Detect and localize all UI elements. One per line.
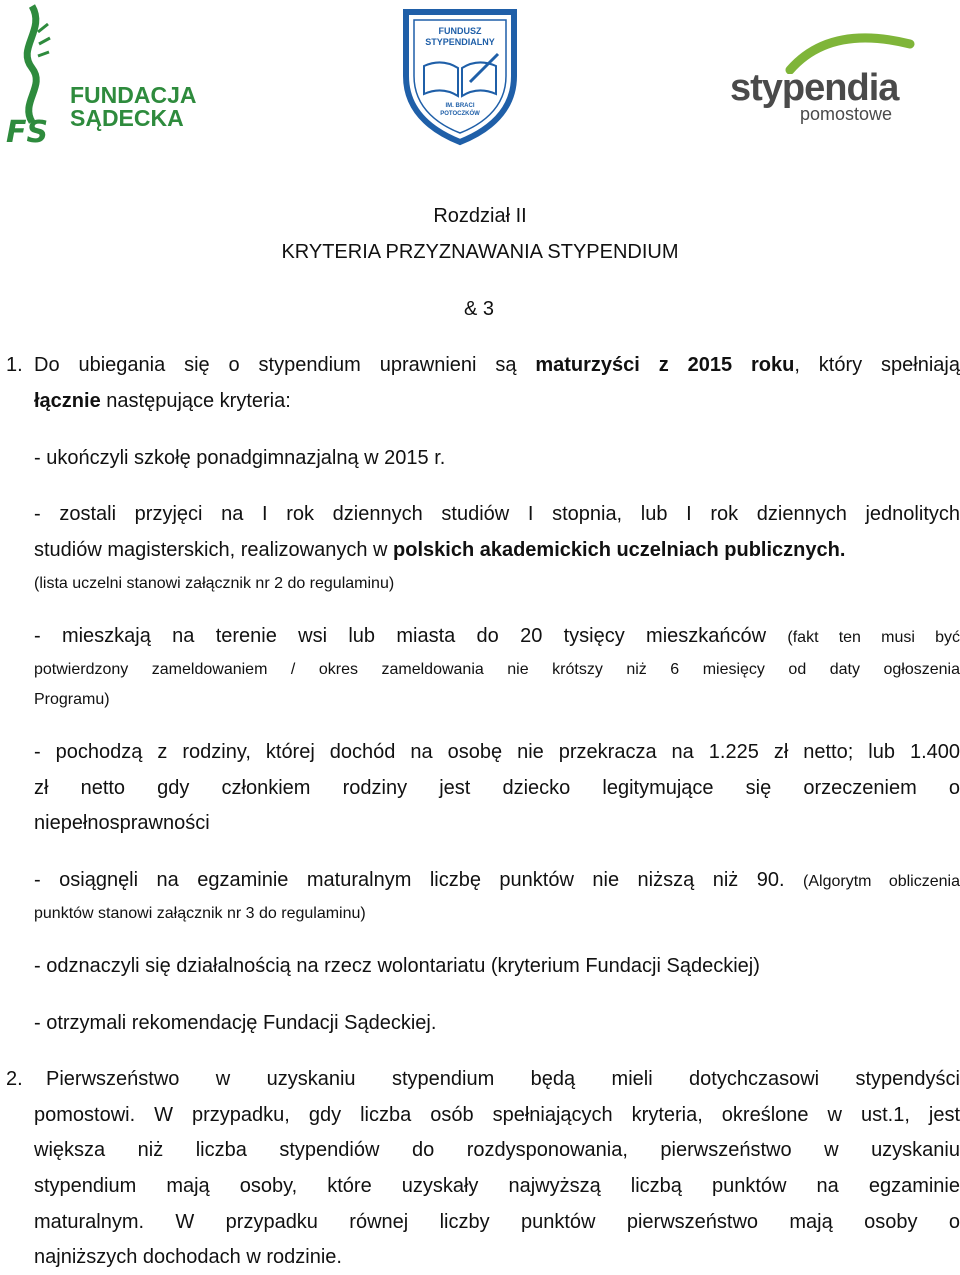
stypendia-word: stypendia <box>730 67 899 109</box>
criterion-residence-line-1 <box>34 619 960 655</box>
point-1-line-1 <box>34 348 960 383</box>
criterion-residence-line-3: Programu) <box>34 691 110 708</box>
stypendia-pomostowe-logo <box>720 30 920 130</box>
pomostowe-word: pomostowe <box>800 104 893 124</box>
point-2-line-1: Pierwszeństwo w uzyskaniu stypendium będą mieli dotychczasowi stypendyści <box>46 1068 960 1090</box>
svg-text:FS: FS <box>6 115 49 148</box>
criterion-studies-bold: polskich akademickich uczelniach publicznych. <box>393 539 846 561</box>
fundacja-sadecka-logo <box>2 2 202 150</box>
point-2-number: 2. <box>6 1068 23 1090</box>
point-1-bold-maturzysci: maturzyści z 2015 roku <box>535 354 795 376</box>
point-1-text-a: Do ubiegania się o stypendium uprawnieni są <box>34 354 517 376</box>
fundusz-subtitle <box>422 102 498 118</box>
potoczkow-line: POTOCZKÓW <box>440 111 480 117</box>
point-1-text-e: następujące kryteria: <box>106 390 291 412</box>
fundusz-line: FUNDUSZ <box>438 26 482 36</box>
stypendialny-line: STYPENDIALNY <box>425 37 495 47</box>
fundacja-sadecka-emblem <box>2 2 68 148</box>
criterion-exam-text: - osiągnęli na egzaminie maturalnym liczbę punktów nie niższą niż 90. <box>34 869 785 891</box>
point-2-line-3: większa niż liczba stypendiów do rozdysponowania, pierwszeństwo w uzyskaniu <box>34 1139 960 1161</box>
chapter-subtitle: KRYTERIA PRZYZNAWANIA STYPENDIUM <box>281 241 679 263</box>
fundacja-sadecka-wordmark <box>70 84 197 130</box>
point-2-line-2: pomostowi. W przypadku, gdy liczba osób spełniających kryteria, określone w ust.1, jest <box>34 1104 960 1126</box>
criterion-school: - ukończyli szkołę ponadgimnazjalną w 2015 r. <box>34 447 446 469</box>
logo-header <box>0 0 960 160</box>
criterion-exam-note-start: (Algorytm obliczenia <box>803 873 960 890</box>
point-1-bold-lacznie: łącznie <box>34 390 101 412</box>
braci-line: IM. BRACI <box>445 103 475 109</box>
criterion-residence-text: - mieszkają na terenie wsi lub miasta do 20 tysięcy mieszkańców <box>34 625 767 647</box>
fundacja-line: FUNDACJA <box>70 82 197 108</box>
point-2-line-5: maturalnym. W przypadku równej liczby punktów pierwszeństwo mają osoby o <box>34 1211 960 1233</box>
criterion-studies-line-1: - zostali przyjęci na I rok dziennych studiów I stopnia, lub I rok dziennych jednolitych <box>34 503 960 525</box>
section-number: & 3 <box>464 298 495 320</box>
criterion-residence-note-start: (fakt ten musi być <box>787 629 960 646</box>
fundusz-stypendialny-logo <box>400 6 520 146</box>
criterion-volunteering: - odznaczyli się działalnością na rzecz wolontariatu (kryterium Fundacji Sądeckiej) <box>34 955 760 977</box>
criterion-income-line-2: zł netto gdy członkiem rodziny jest dziecko legitymujące się orzeczeniem o <box>34 777 960 799</box>
point-2-line-4: stypendium mają osoby, które uzyskały najwyższą liczbą punktów na egzaminie <box>34 1175 960 1197</box>
criterion-income-line-3: niepełnosprawności <box>34 812 210 834</box>
criterion-studies-line-2 <box>34 533 845 568</box>
point-2-line-6: najniższych dochodach w rodzinie. <box>34 1246 342 1268</box>
point-1-number: 1. <box>6 354 23 376</box>
point-1-line-2 <box>34 384 291 419</box>
criterion-exam-line-1 <box>34 863 960 899</box>
point-1-text-c: , który spełniają <box>794 354 960 376</box>
criterion-residence-line-2: potwierdzony zameldowaniem / okres zameldowania nie krótszy niż 6 miesięcy od daty ogłoszenia <box>34 661 960 678</box>
sadecka-line: SĄDECKA <box>70 105 184 131</box>
chapter-title: Rozdział II <box>433 205 527 227</box>
fundusz-title <box>414 26 506 48</box>
criterion-studies-text: studiów magisterskich, realizowanych w <box>34 539 388 561</box>
criterion-recommendation: - otrzymali rekomendację Fundacji Sądeckiej. <box>34 1012 437 1034</box>
criterion-income-line-1: - pochodzą z rodziny, której dochód na osobę nie przekracza na 1.225 zł netto; lub 1.400 <box>34 741 960 763</box>
criterion-exam-line-2: punktów stanowi załącznik nr 3 do regulaminu) <box>34 905 366 922</box>
criterion-studies-note: (lista uczelni stanowi załącznik nr 2 do regulaminu) <box>34 575 395 592</box>
